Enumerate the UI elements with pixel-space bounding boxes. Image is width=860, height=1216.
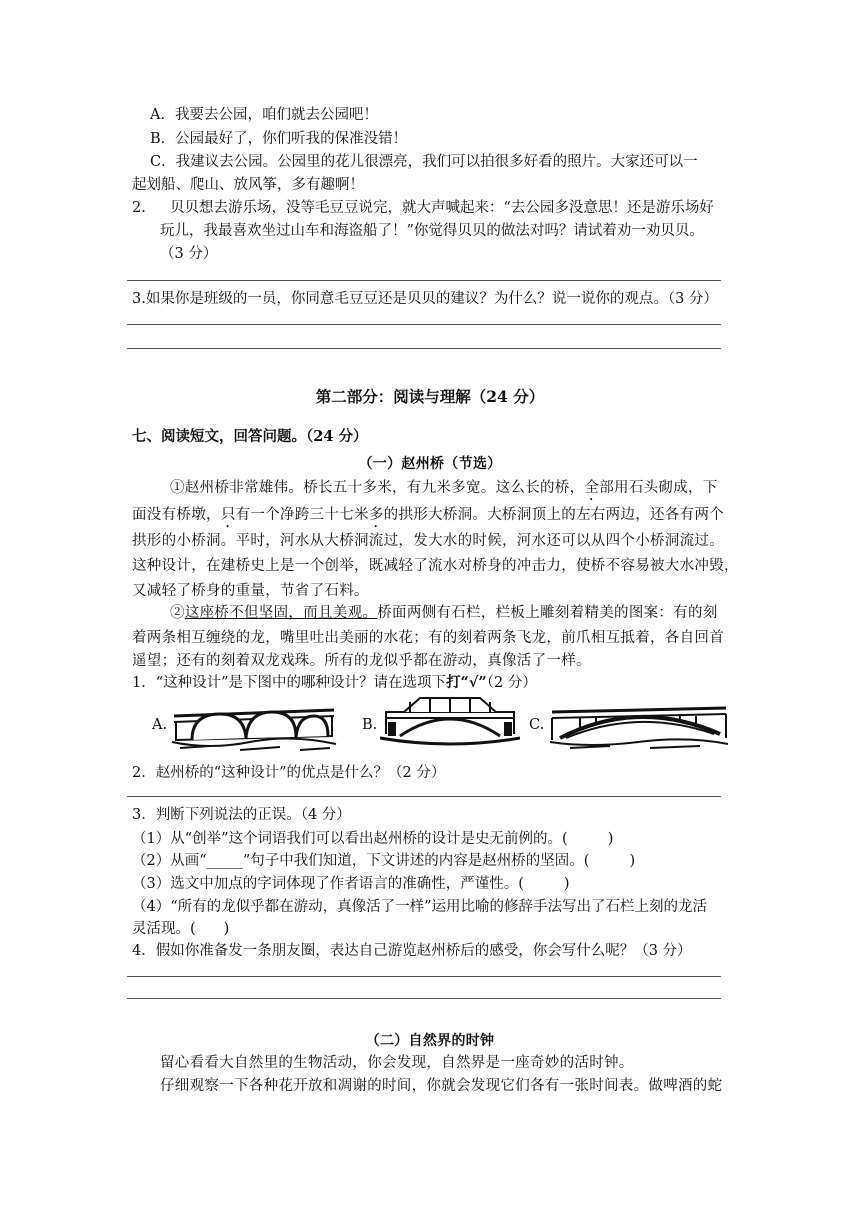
judge-item-1: （1）从“创举”这个词语我们可以看出赵州桥的设计是史无前例的。( ): [132, 831, 614, 847]
passage1-title: （一）赵州桥（节选）: [358, 456, 502, 472]
judge-item-4-line1: （4）“所有的龙似乎都在游动，真像活了一样”运用比喻的修辞手法写出了石栏上刻的龙活: [132, 899, 708, 915]
answer-line: [127, 324, 721, 325]
answer-line: [127, 348, 721, 349]
q4-text: 4．假如你准备发一条朋友圈，表达自己游览赵州桥后的感受，你会写什么呢？（3 分）: [132, 943, 692, 959]
judge-item-2: （2）从画“_____”句子中我们知道，下文讲述的内容是赵州桥的坚固。( ): [132, 853, 636, 869]
q2-line1: 贝贝想去游乐场，没等毛豆豆说完，就大声喊起来：“去公园多没意思！还是游乐场好: [170, 200, 714, 216]
section-seven-heading: 七、阅读短文，回答问题。（24 分）: [132, 428, 368, 445]
passage1-para1-line3: 拱形的小桥洞。平时，河水从大桥洞流过，发大水的时候，河水还可以从四个小桥洞流过。: [132, 533, 724, 549]
passage1-para2-line2: 着两条相互缠绕的龙，嘴里吐出美丽的水花；有的刻着两条飞龙，前爪相互抵着，各自回首: [132, 630, 724, 646]
option-b-label: B.: [362, 717, 378, 733]
option-c-label: C.: [529, 717, 545, 733]
passage1-para1-line4: 这种设计，在建桥史上是一个创举，既减轻了流水对桥身的冲击力，使桥不容易被大水冲毁，: [132, 558, 739, 574]
answer-line: [127, 796, 721, 797]
passage2-line2: 仔细观察一下各种花开放和凋谢的时间，你就会发现它们各有一张时间表。做啤酒的蛇: [160, 1078, 723, 1094]
passage2-line1: 留心看看大自然里的生物活动，你会发现，自然界是一座奇妙的活时钟。: [160, 1055, 634, 1071]
answer-line: [127, 280, 721, 281]
judge-item-4-line2: 灵活现。( ): [132, 921, 230, 937]
bridge-option-a-image: [170, 692, 338, 754]
option-b: B．公园最好了，你们听我的保准没错！: [150, 131, 408, 147]
answer-line: [127, 976, 721, 977]
answer-line: [127, 998, 721, 999]
q3-text: 3.如果你是班级的一员，你同意毛豆豆还是贝贝的建议？为什么？说一说你的观点。（3 分）: [132, 291, 718, 307]
q3-judge: 3．判断下列说法的正误。（4 分）: [132, 807, 351, 823]
q2-advantage: 2．赵州桥的“这种设计”的优点是什么？（2 分）: [132, 765, 446, 781]
bridge-option-c-image: [550, 694, 728, 752]
passage1-para1-line5: 又减轻了桥身的重量，节省了石料。: [132, 583, 369, 599]
passage1-para2-line1: ②这座桥不但坚固，而且美观。桥面两侧有石栏，栏板上雕刻着精美的图案：有的刻: [170, 605, 718, 621]
passage1-para2-line3: 遥望；还有的刻着双龙戏珠。所有的龙似乎都在游动，真像活了一样。: [132, 653, 591, 669]
q2-score: （3 分）: [160, 246, 218, 262]
part2-title: 第二部分：阅读与理解（24 分）: [315, 387, 545, 406]
passage2-title: （二）自然界的时钟: [365, 1033, 495, 1049]
option-c-line2: 起划船、爬山、放风筝，多有趣啊！: [132, 177, 364, 193]
q1-text: 1．“这种设计”是下图中的哪种设计？请在选项下打“√”（2 分）: [132, 674, 537, 691]
judge-item-3: （3）选文中加点的字词体现了作者语言的准确性，严谨性。( ): [132, 876, 570, 892]
passage1-para1-line1: ①赵州桥非常雄伟。桥长五十多米，有九米多宽。这么长的桥，全部用石头砌成，下: [170, 480, 718, 496]
option-a: A．我要去公园，咱们就去公园吧！: [150, 107, 378, 123]
q2-line2: 玩儿，我最喜欢坐过山车和海盗船了！”你觉得贝贝的做法对吗？请试着劝一劝贝贝。: [160, 223, 704, 239]
option-c-line1: C．我建议去公园。公园里的花儿很漂亮，我们可以拍很多好看的照片。大家还可以一: [150, 154, 698, 170]
option-a-label: A.: [152, 717, 168, 733]
bridge-option-b-image: [380, 690, 520, 754]
passage1-para1-line2: 面没有桥墩，只有一个净跨三十七米多的拱形大桥洞。大桥洞顶上的左右两边，还各有两个: [132, 507, 725, 523]
q2-number: 2.: [132, 200, 146, 216]
